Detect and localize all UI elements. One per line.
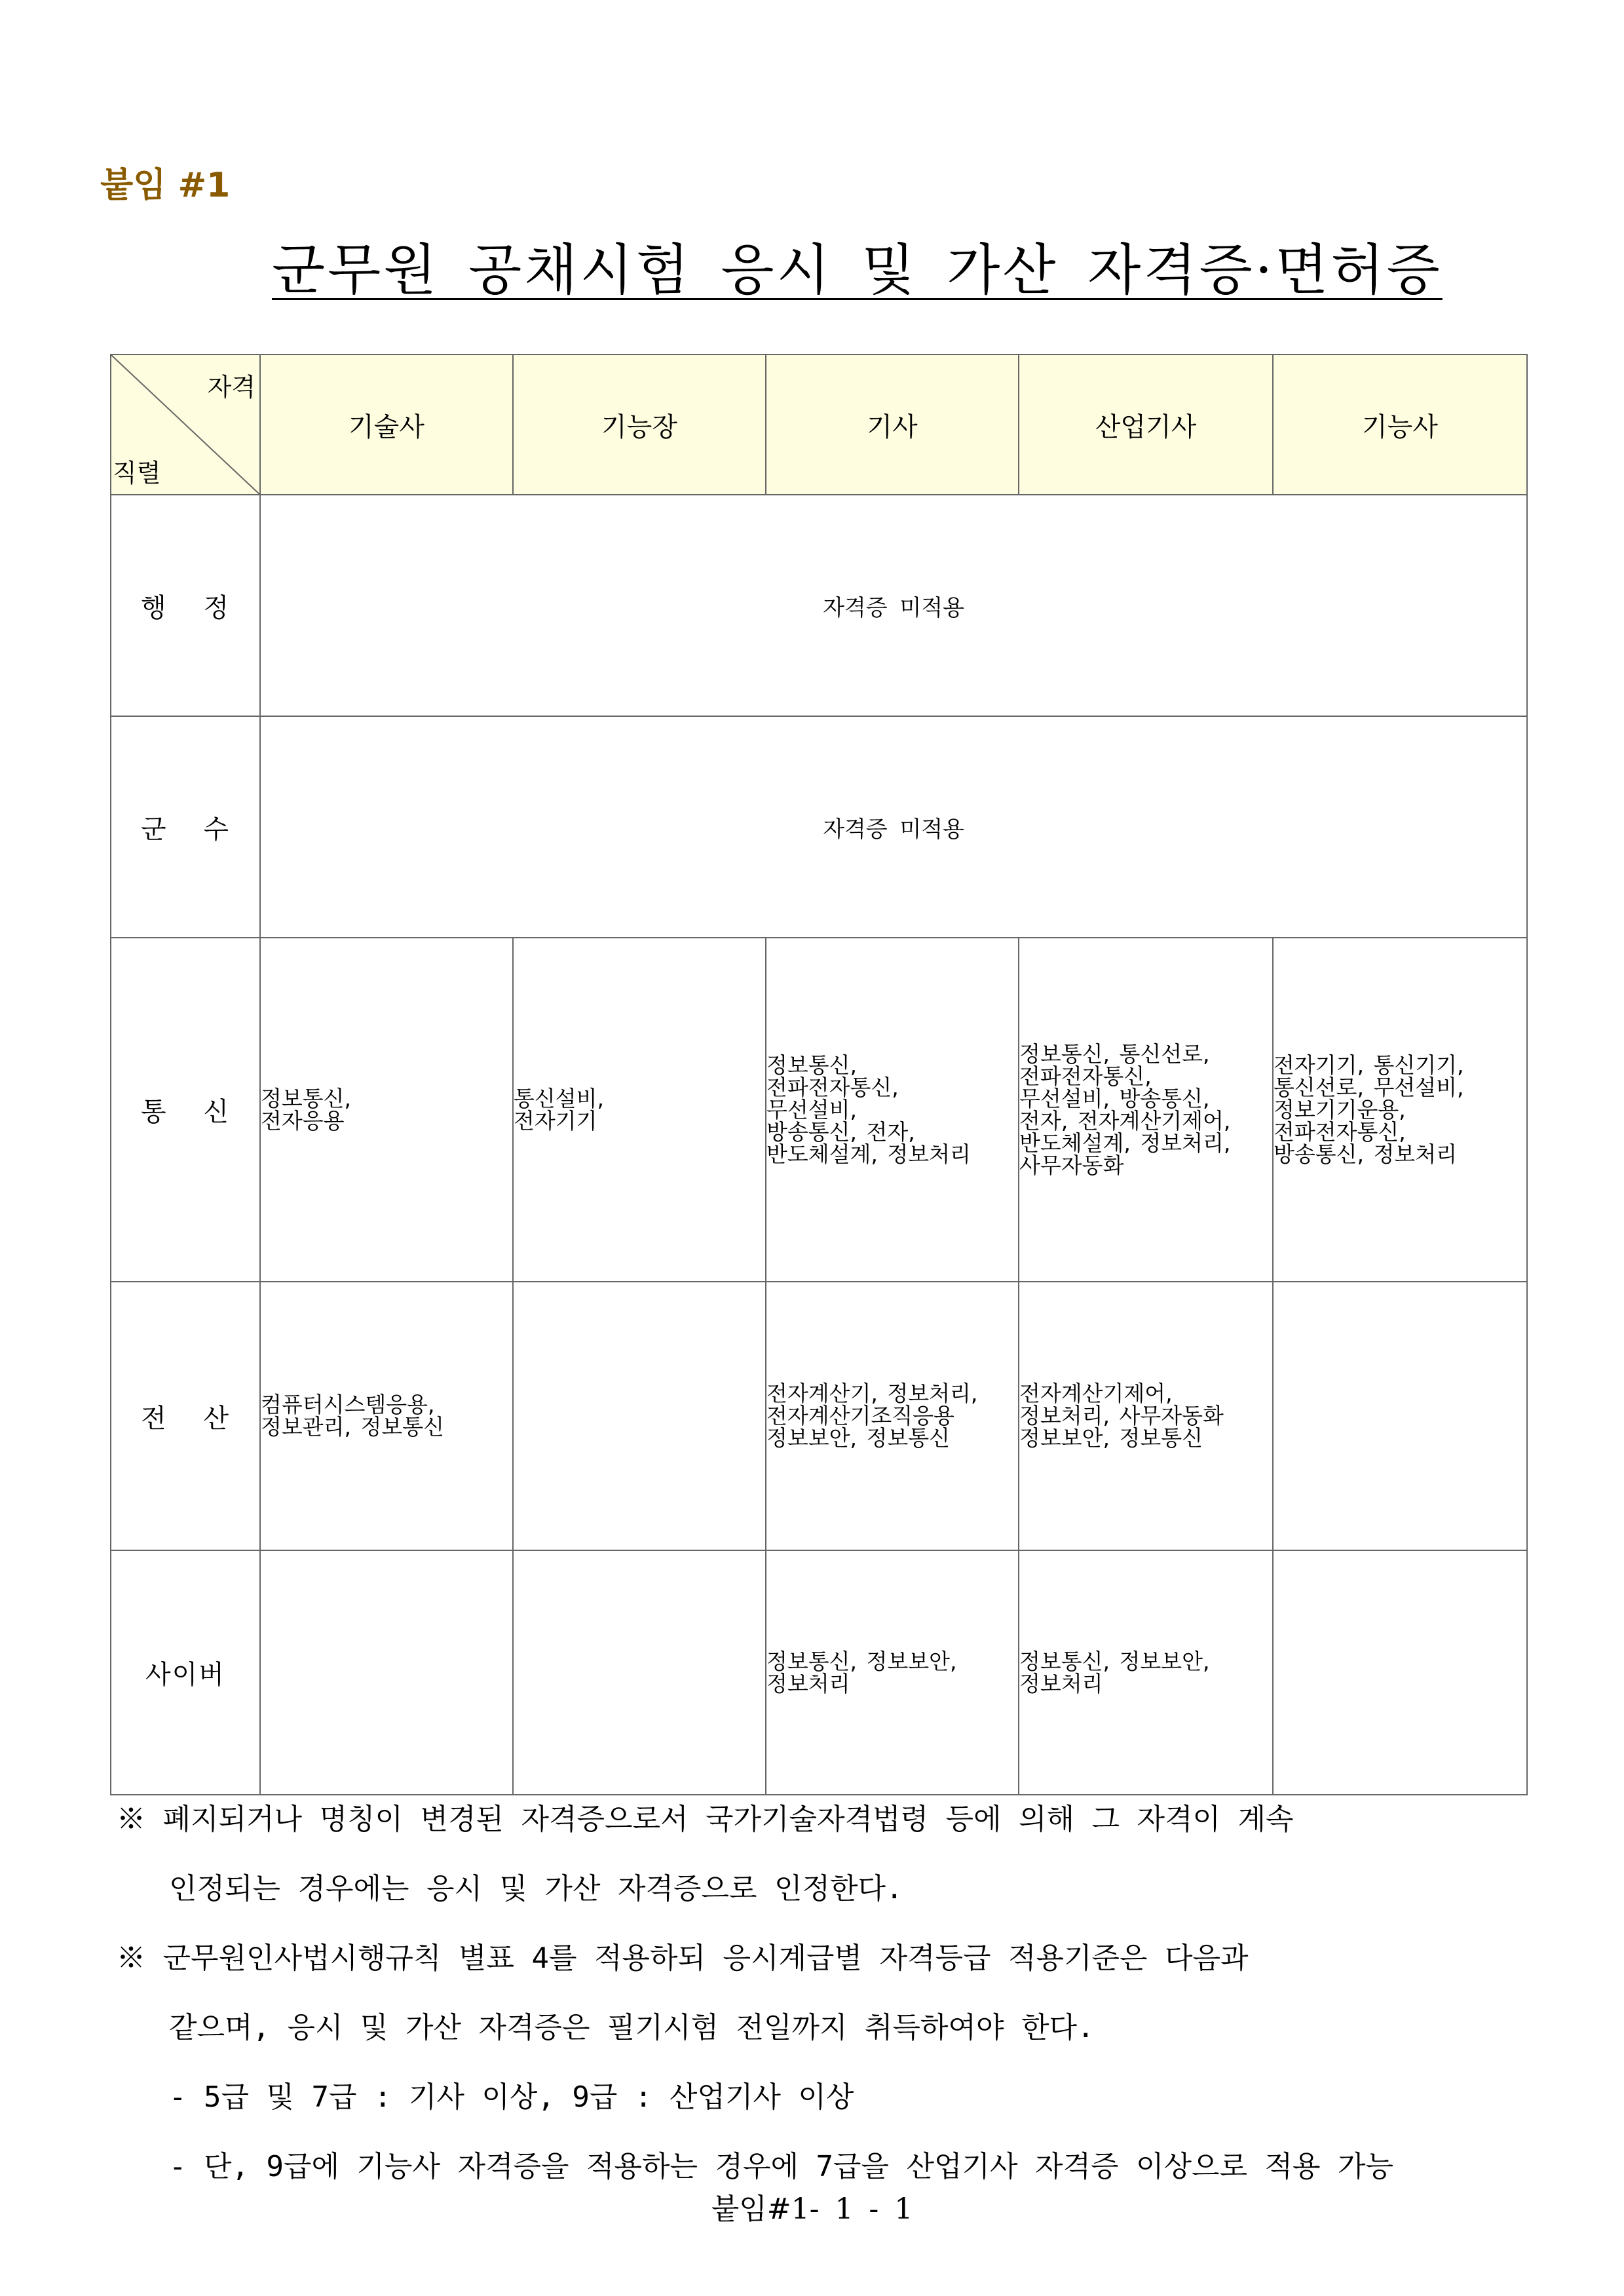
row-label: 사이버 [111, 1550, 260, 1795]
table-header-row [111, 354, 1527, 495]
cell-line: 무선설비, 방송통신, [1019, 1085, 1210, 1111]
cell-line: 정보기기운용, [1274, 1096, 1406, 1122]
table-row [111, 1550, 1527, 1795]
cell-line: 전자계산기, 정보처리, [766, 1381, 978, 1406]
cell-line: 전파전자통신, [1019, 1063, 1152, 1089]
cell-line: 정보통신, [766, 1052, 858, 1078]
cell-line: 전자응용 [261, 1107, 345, 1134]
note-line: - 단, 9급에 기능사 자격증을 적용하는 경우에 7급을 산업기사 자격증 이상으로 적용 가능 [169, 2150, 1393, 2183]
cell-line: 통신설비, [514, 1085, 605, 1111]
cell-line: 방송통신, 전자, [766, 1119, 915, 1145]
cell-line: 반도체설계, 정보처리, [1019, 1130, 1231, 1156]
cell-line: 정보보안, 정보통신 [766, 1425, 951, 1451]
table-cell [1273, 1550, 1527, 1795]
table-corner-cell [111, 354, 260, 495]
table-cell [260, 1550, 513, 1795]
cell-line: 정보통신, 통신선로, [1019, 1041, 1210, 1067]
cell-line: 전파전자통신, [766, 1074, 899, 1100]
row-label: 통 신 [111, 938, 260, 1282]
table-cell [766, 1550, 1019, 1795]
cell-line: 전자기기 [514, 1107, 597, 1134]
table-cell [260, 938, 513, 1282]
column-header: 기능장 [513, 354, 766, 495]
cell-line: 컴퓨터시스템응용, [261, 1392, 435, 1417]
table-cell [766, 1282, 1019, 1550]
not-applicable-cell: 자격증 미적용 [260, 495, 1527, 716]
cell-line: 정보처리 [1019, 1670, 1103, 1696]
table-cell [766, 938, 1019, 1282]
corner-label-job-series: 직렬 [113, 459, 161, 488]
cell-line: 정보처리 [766, 1670, 850, 1696]
note-line: 인정되는 경우에는 응시 및 가산 자격증으로 인정한다. [169, 1872, 903, 1905]
column-header: 산업기사 [1019, 354, 1273, 495]
cell-line: 정보처리, 사무자동화 [1019, 1403, 1224, 1428]
table-cell [1273, 938, 1527, 1282]
row-label: 전 산 [111, 1282, 260, 1550]
table-row [111, 716, 1527, 938]
page-footer: 붙임#1- 1 - 1 [711, 2192, 913, 2226]
table-cell [260, 1282, 513, 1550]
cell-line: 사무자동화 [1019, 1152, 1124, 1178]
cell-line: 정보보안, 정보통신 [1019, 1425, 1203, 1451]
cell-line: 통신선로, 무선설비, [1274, 1074, 1464, 1100]
table-cell [513, 938, 766, 1282]
cell-line: 무선설비, [766, 1096, 858, 1122]
cell-line: 전자계산기제어, [1019, 1381, 1173, 1406]
row-label: 행 정 [111, 495, 260, 716]
not-applicable-cell: 자격증 미적용 [260, 716, 1527, 938]
table-cell [1019, 1282, 1273, 1550]
table-row [111, 938, 1527, 1282]
cell-line: 전파전자통신, [1274, 1119, 1406, 1145]
cell-line: 정보통신, [261, 1085, 352, 1111]
certificate-table [110, 354, 1528, 1795]
cell-line: 정보통신, 정보보안, [766, 1648, 957, 1674]
corner-label-qualification: 자격 [207, 373, 255, 402]
cell-line: 전자계산기조직응용 [766, 1403, 954, 1428]
table-cell [513, 1282, 766, 1550]
note-line: - 5급 및 7급 : 기사 이상, 9급 : 산업기사 이상 [169, 2080, 854, 2114]
row-label: 군 수 [111, 716, 260, 938]
cell-line: 전자기기, 통신기기, [1274, 1052, 1464, 1078]
column-header: 기술사 [260, 354, 513, 495]
column-header: 기능사 [1273, 354, 1527, 495]
column-header: 기사 [766, 354, 1019, 495]
attachment-label: 붙임 #1 [100, 166, 231, 205]
table-row [111, 1282, 1527, 1550]
cell-line: 반도체설계, 정보처리 [766, 1141, 971, 1167]
note-line: ※ 군무원인사법시행규칙 별표 4를 적용하되 응시계급별 자격등급 적용기준은 다음과 [117, 1942, 1249, 1975]
table-cell [1273, 1282, 1527, 1550]
cell-line: 정보통신, 정보보안, [1019, 1648, 1210, 1674]
cell-line: 전자, 전자계산기제어, [1019, 1107, 1231, 1134]
note-line: ※ 폐지되거나 명칭이 변경된 자격증으로서 국가기술자격법령 등에 의해 그 자격이 계속 [117, 1803, 1294, 1836]
cell-line: 정보관리, 정보통신 [261, 1414, 445, 1440]
table-cell [1019, 1550, 1273, 1795]
table-cell [1019, 938, 1273, 1282]
table-row [111, 495, 1527, 716]
cell-line: 방송통신, 정보처리 [1274, 1141, 1458, 1167]
document-title: 군무원 공채시험 응시 및 가산 자격증·면허증 [272, 238, 1443, 302]
table-cell [513, 1550, 766, 1795]
note-line: 같으며, 응시 및 가산 자격증은 필기시험 전일까지 취득하여야 한다. [169, 2011, 1095, 2044]
